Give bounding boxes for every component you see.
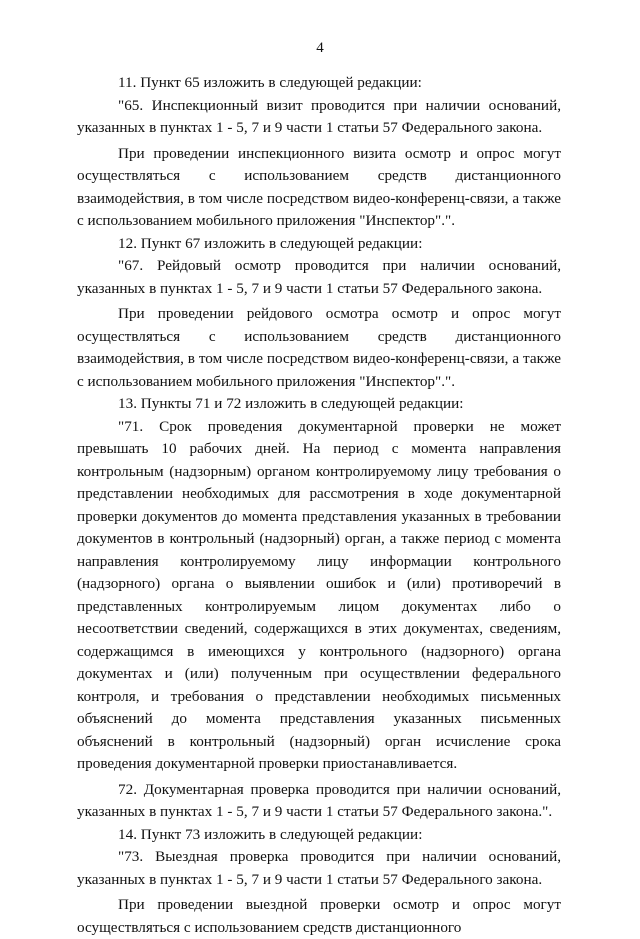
paragraph-item-12: 12. Пункт 67 изложить в следующей редакции: <box>118 234 423 252</box>
paragraph-quote-71: "71. Срок проведения документарной проверки не может превышать 10 рабочих дней. На период с момента направления контрольным (надзорным) органом контролируемому лицу требования о представлении необходимых для рассмотрения в ходе документарной проверки документов до момента представления указанных в требовании документов в контрольный (надзорный) орган, а также период с момента направления контролируемому лицу информации контрольного (надзорного) органа о выявлении ошибок и (или) противоречий в представленных контролируемым лицом документах либо о несоответствии сведений, содержащихся в этих документах, сведениям, содержащимся в имеющихся у контрольного (надзорного) органа документах и (или) полученным при осуществлении федерального контроля, и требования о представлении необходимых письменных объяснений до момента представления указанных письменных объяснений в контрольный (надзорный) орган исчисление срока проведения документарной проверки приостанавливается. <box>77 417 561 772</box>
page-number: 4 <box>316 40 324 56</box>
paragraph-65-remote: При проведении инспекционного визита осмотр и опрос могут осуществляться с использованием средств дистанционного взаимодействия, в том числе посредством видео-конференц-связи, а также с использованием мобильного приложения "Инспектор".". <box>77 144 561 229</box>
paragraph-72: 72. Документарная проверка проводится при наличии оснований, указанных в пунктах 1 - 5, 7 и 9 части 1 статьи 57 Федерального закона.". <box>77 780 561 820</box>
paragraph-quote-67: "67. Рейдовый осмотр проводится при наличии оснований, указанных в пунктах 1 - 5, 7 и 9 части 1 статьи 57 Федерального закона. <box>77 257 561 297</box>
paragraph-quote-73: "73. Выездная проверка проводится при наличии оснований, указанных в пунктах 1 - 5, 7 и 9 части 1 статьи 57 Федерального закона. <box>77 848 561 888</box>
document-body <box>77 72 561 939</box>
paragraph-item-14: 14. Пункт 73 изложить в следующей редакции: <box>118 825 423 843</box>
paragraph-item-13: 13. Пункты 71 и 72 изложить в следующей редакции: <box>118 395 464 412</box>
paragraph-67-remote: При проведении рейдового осмотра осмотр и опрос могут осуществляться с использованием средств дистанционного взаимодействия, в том числе посредством видео-конференц-связи, а также с использованием мобильного приложения "Инспектор".". <box>77 305 561 390</box>
paragraph-item-11: 11. Пункт 65 изложить в следующей редакции: <box>118 74 422 91</box>
paragraph-quote-65: "65. Инспекционный визит проводится при наличии оснований, указанных в пунктах 1 - 5, 7 и 9 части 1 статьи 57 Федерального закона. <box>77 96 561 136</box>
paragraph-73-remote: При проведении выездной проверки осмотр и опрос могут осуществляться с использованием средств дистанционного <box>77 896 561 936</box>
